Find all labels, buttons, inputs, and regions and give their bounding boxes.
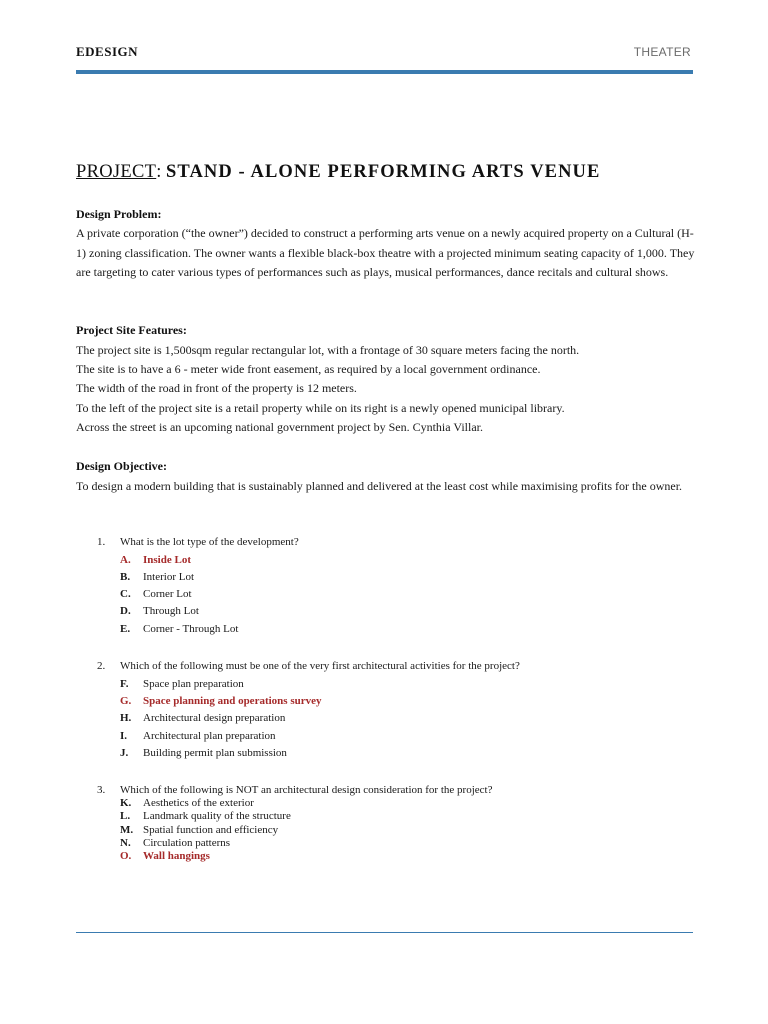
design-objective-text: To design a modern building that is sustainably planned and delivered at the least cost while maximising profits for the owner. [76,479,683,493]
option-letter: J. [120,747,129,759]
option-text: Inside Lot [143,554,191,566]
option-letter: K. [120,797,132,809]
option-text: Wall hangings [143,850,210,862]
option-text: Building permit plan submission [143,747,287,759]
option-text: Space planning and operations survey [143,695,322,707]
question-number: 2. [97,660,106,672]
option-letter: N. [120,837,131,849]
title-main: STAND - ALONE PERFORMING ARTS VENUE [166,162,601,182]
option-text: Architectural plan preparation [143,730,276,742]
question-number: 1. [97,536,106,548]
option-letter: M. [120,824,134,836]
footer-divider [76,932,693,933]
design-objective-heading: Design Objective: [76,459,167,473]
option-text: Corner Lot [143,588,192,600]
page-title [76,162,600,183]
option-text: Landmark quality of the structure [143,810,291,822]
site-feature-line: The site is to have a 6 - meter wide front easement, as required by a local government ordinance. [76,362,541,376]
question-text: What is the lot type of the development? [120,536,299,548]
site-feature-line: Across the street is an upcoming national government project by Sen. Cynthia Villar. [76,420,483,434]
option-letter: C. [120,588,131,600]
title-label: PROJECT [76,162,157,182]
option-text: Space plan preparation [143,678,244,690]
option-text: Corner - Through Lot [143,623,239,635]
option-letter: E. [120,623,131,635]
question-number: 3. [97,784,106,796]
design-problem-text: A private corporation (“the owner”) decided to construct a performing arts venue on a newly acquired property on a Cultural (H-1) zoning classification. The owner wants a flexible black-box theatre with a projected minimum seating capacity of 1,000. They are targeting to cater various types of performances such as plays, musical performances, dance recitals and cultural shows. [76,226,695,279]
site-features-heading: Project Site Features: [76,323,187,337]
design-problem-heading: Design Problem: [76,207,162,221]
header-brand: EDESIGN [76,44,139,59]
question-text: Which of the following is NOT an architectural design consideration for the project? [120,784,493,796]
option-letter: O. [120,850,132,862]
option-letter: H. [120,712,132,724]
option-text: Spatial function and efficiency [143,824,279,836]
option-letter: F. [120,678,129,690]
site-feature-line: The project site is 1,500sqm regular rectangular lot, with a frontage of 30 square meters facing the north. [76,343,580,357]
option-letter: L. [120,810,131,822]
option-letter: D. [120,605,131,617]
option-text: Interior Lot [143,571,195,583]
site-feature-line: The width of the road in front of the property is 12 meters. [76,381,357,395]
question-text: Which of the following must be one of the very first architectural activities for the project? [120,660,520,672]
option-text: Aesthetics of the exterior [143,797,254,809]
option-text: Architectural design preparation [143,712,286,724]
option-letter: G. [120,695,132,707]
site-feature-line: To the left of the project site is a retail property while on its right is a newly opened municipal library. [76,401,565,415]
option-letter: B. [120,571,131,583]
option-text: Circulation patterns [143,837,231,849]
header-section: THEATER [633,45,691,59]
header-divider [76,70,693,74]
option-text: Through Lot [143,605,199,617]
option-letter: A. [120,554,131,566]
title-separator: : [156,162,162,182]
option-letter: I. [120,730,128,742]
